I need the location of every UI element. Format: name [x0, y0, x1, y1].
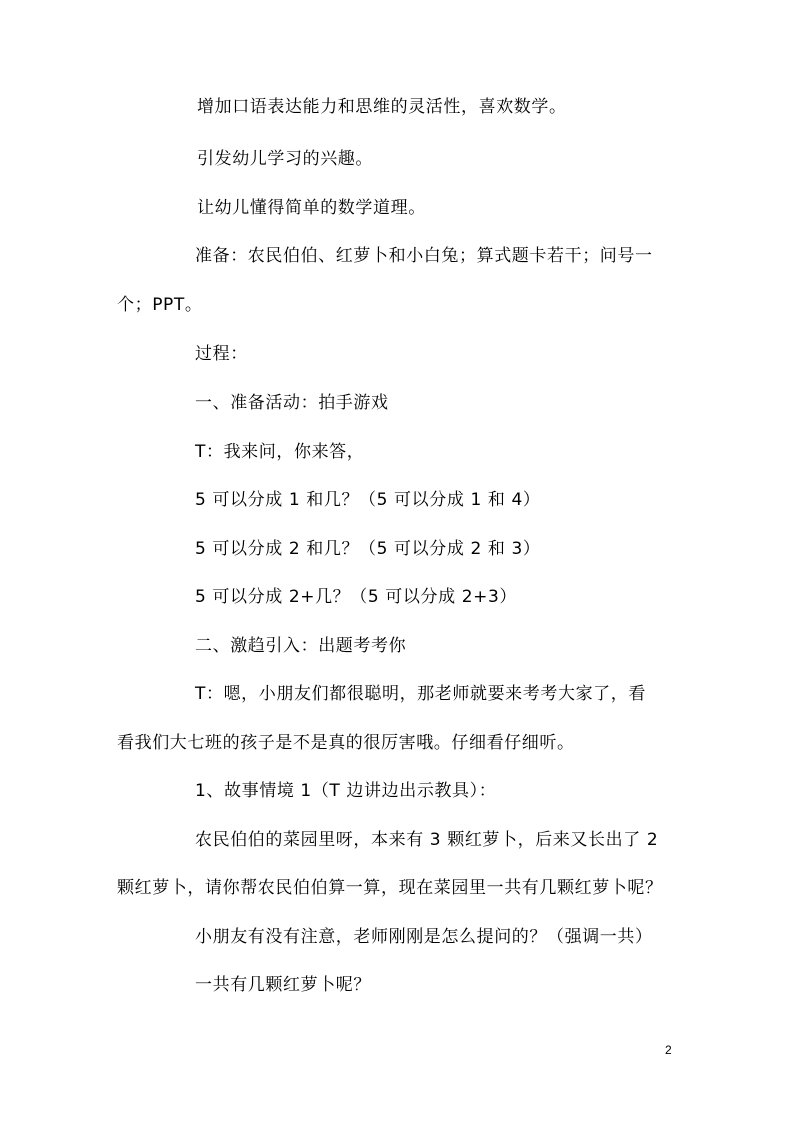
text-line: 小朋友有没有注意，老师刚刚是怎么提问的？（强调一共）	[195, 927, 653, 947]
text-line: 引发幼儿学习的兴趣。	[197, 149, 373, 169]
text-line: 过程：	[195, 344, 248, 364]
text-line: 1、故事情境 1（T 边讲边出示教具）：	[195, 781, 497, 801]
text-line: 5 可以分成 2+几？（5 可以分成 2+3）	[195, 587, 517, 607]
text-line: 让幼儿懂得简单的数学道理。	[197, 198, 426, 218]
text-line: 农民伯伯的菜园里呀，本来有 3 颗红萝卜，后来又长出了 2	[195, 830, 659, 850]
text-line: 一共有几颗红萝卜呢？	[195, 975, 371, 995]
text-line: T：嗯，小朋友们都很聪明，那老师就要来考考大家了，看	[195, 684, 646, 704]
text-line: 个；PPT。	[117, 295, 203, 315]
text-line: 看我们大七班的孩子是不是真的很厉害哦。仔细看仔细听。	[117, 733, 575, 753]
text-line: 增加口语表达能力和思维的灵活性，喜欢数学。	[197, 97, 567, 117]
text-line: T：我来问，你来答，	[195, 442, 365, 462]
text-line: 5 可以分成 2 和几？（5 可以分成 2 和 3）	[195, 539, 541, 559]
text-line: 5 可以分成 1 和几？（5 可以分成 1 和 4）	[195, 490, 541, 510]
section-heading: 二、激趋引入：出题考考你	[195, 636, 407, 656]
text-line: 准备：农民伯伯、红萝卜和小白兔；算式题卡若干；问号一	[195, 246, 653, 266]
section-heading: 一、准备活动：拍手游戏	[195, 393, 389, 413]
page-number: 2	[665, 1043, 672, 1057]
text-line: 颗红萝卜，请你帮农民伯伯算一算，现在菜园里一共有几颗红萝卜呢？	[117, 878, 663, 898]
